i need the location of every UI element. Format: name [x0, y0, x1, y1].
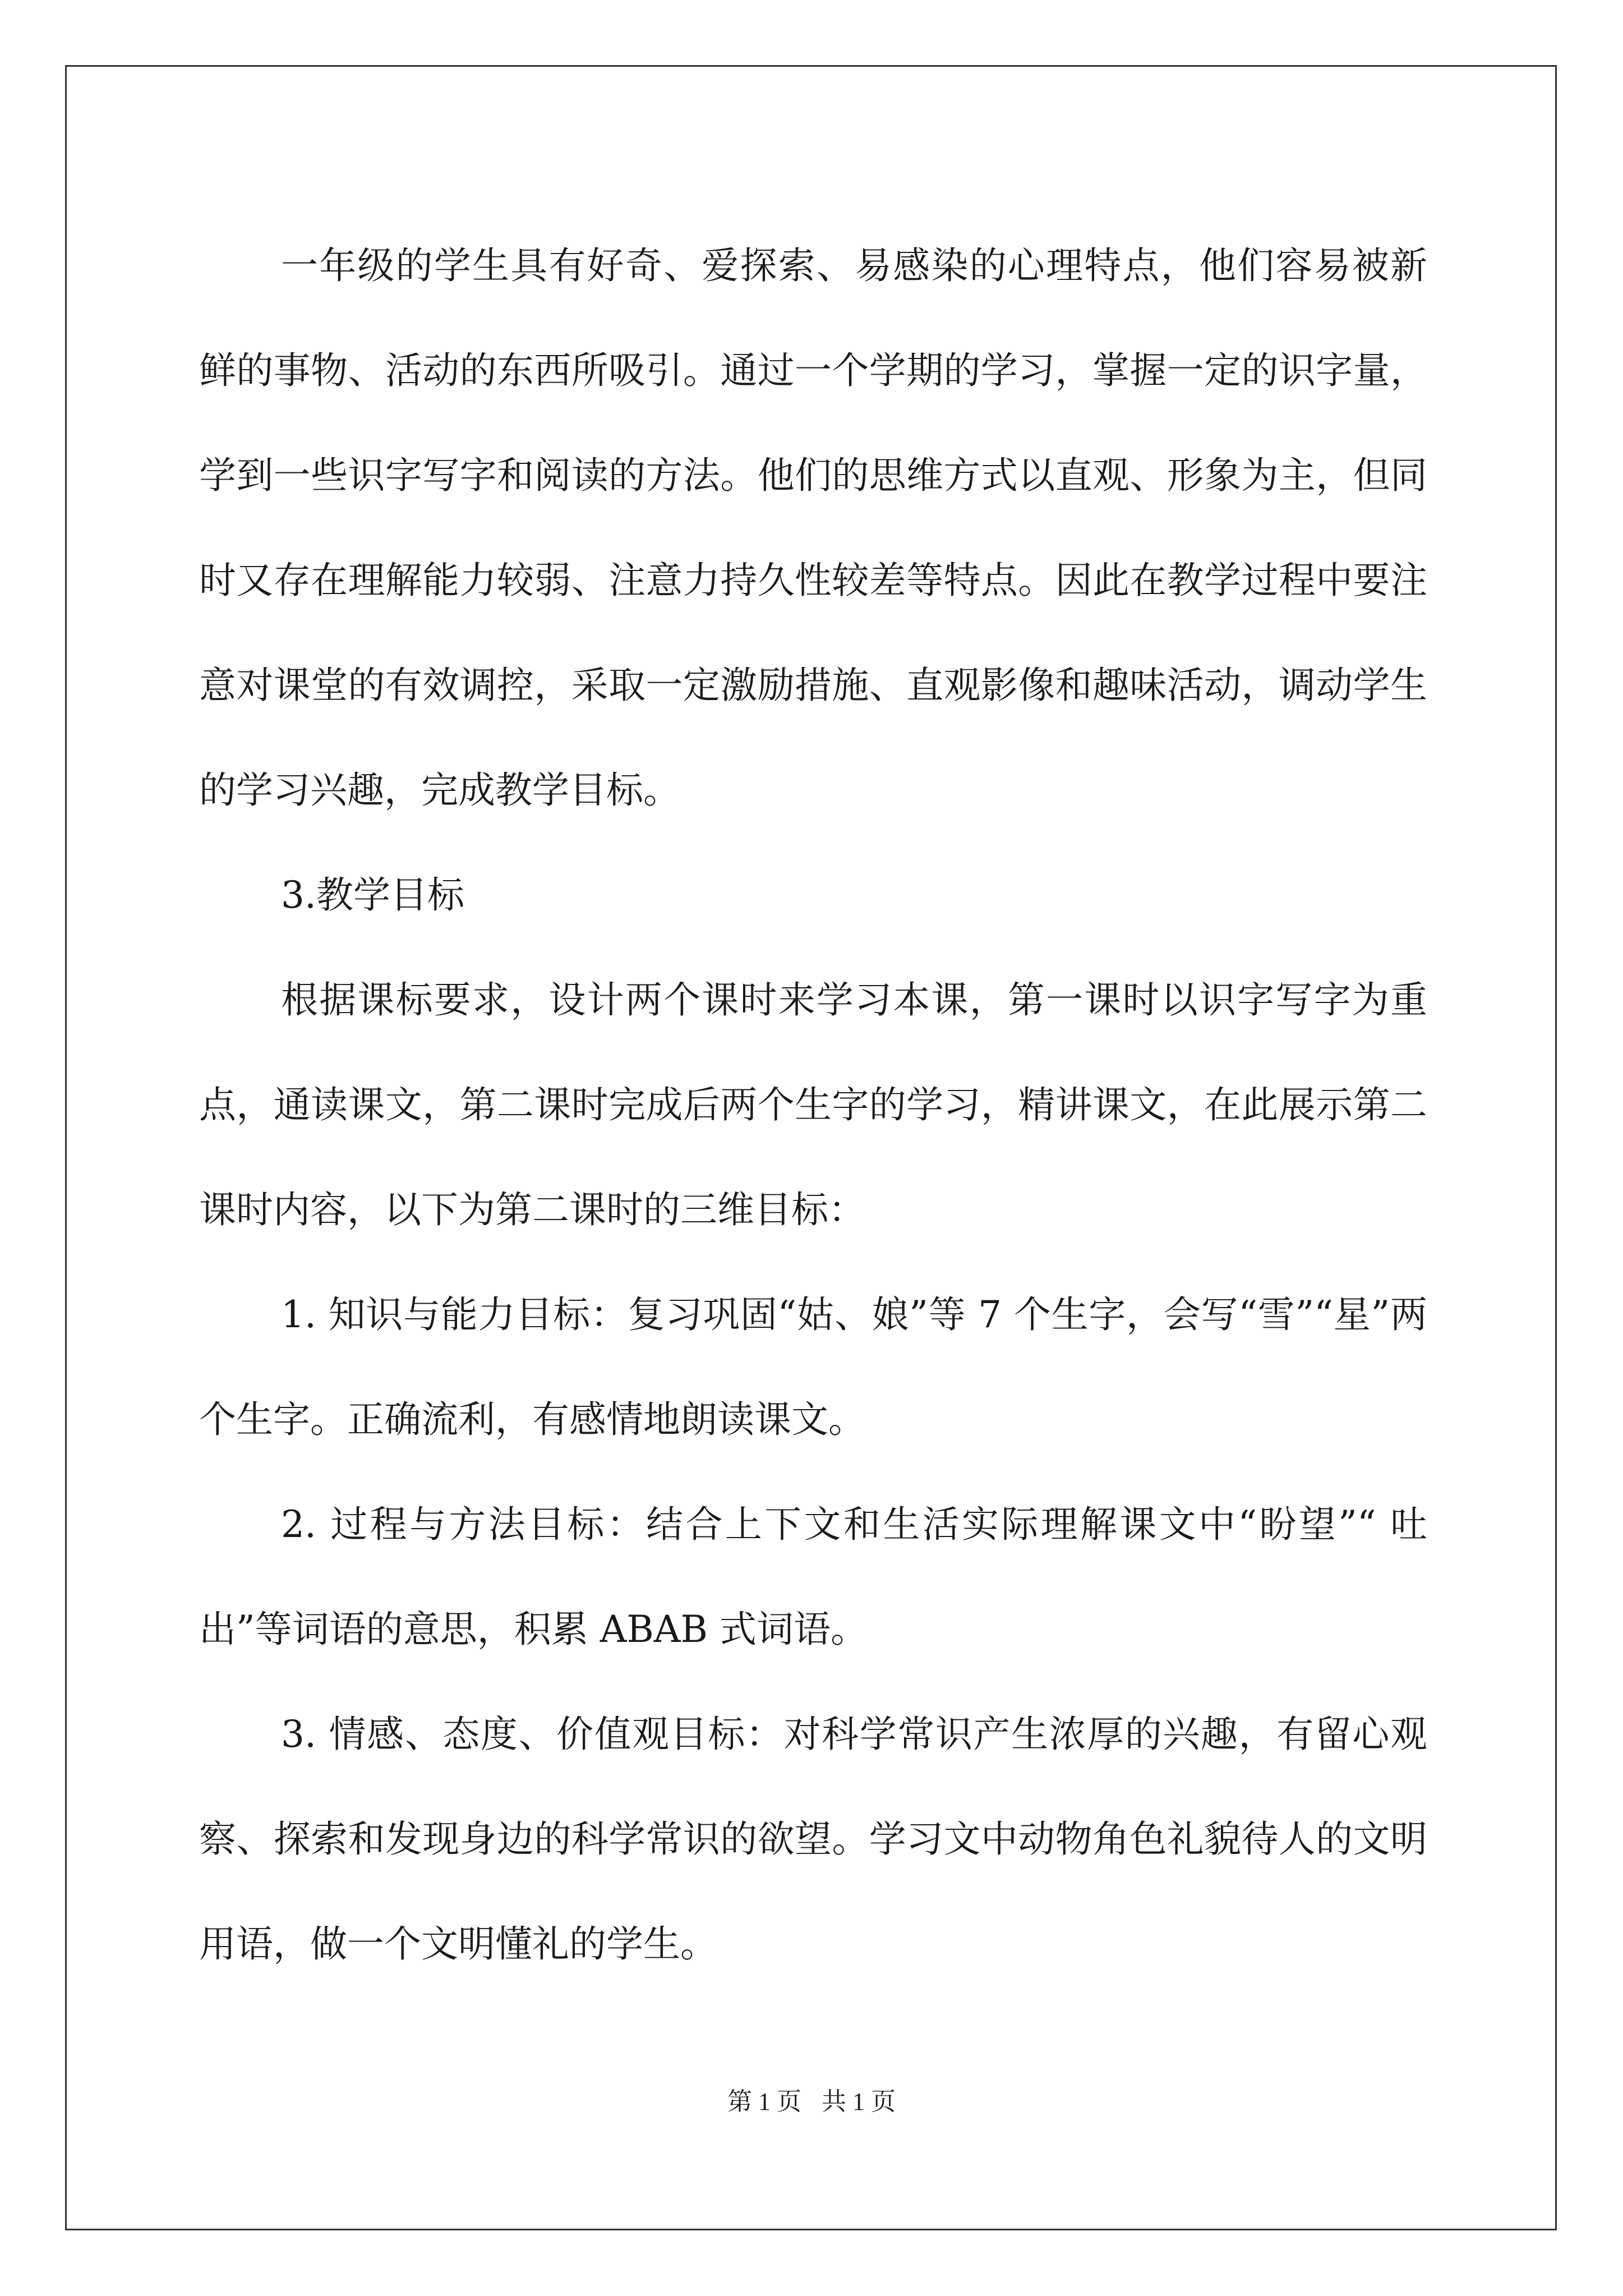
document-body: [199, 213, 1427, 1996]
goal-process-method: 2. 过程与方法目标：结合上下文和生活实际理解课文中“盼望”“ 吐出”等词语的意思，积累 ABAB 式词语。: [199, 1503, 1427, 1651]
goal-emotion-attitude-values: 3. 情感、态度、价值观目标：对科学常识产生浓厚的兴趣，有留心观察、探索和发现身边的科学常识的欲望。学习文中动物角色礼貌待人的文明用语，做一个文明懂礼的学生。: [199, 1713, 1427, 1966]
page-total: 共 1 页: [822, 2088, 896, 2115]
goal-knowledge-ability: 1. 知识与能力目标：复习巩固“姑、娘”等 7 个生字，会写“雪”“星”两个生字。正确流利，有感情地朗读课文。: [199, 1293, 1427, 1441]
page-number: 第 1 页: [727, 2088, 801, 2115]
section-heading-teaching-goals: 3.教学目标: [281, 873, 464, 917]
page-footer: [0, 2081, 1623, 2117]
paragraph-lesson-plan: 根据课标要求，设计两个课时来学习本课，第一课时以识字写字为重点，通读课文，第二课时完成后两个生字的学习，精讲课文，在此展示第二课时内容，以下为第二课时的三维目标：: [199, 978, 1427, 1231]
paragraph-student-analysis: 一年级的学生具有好奇、爱探索、易感染的心理特点，他们容易被新鲜的事物、活动的东西所吸引。通过一个学期的学习，掌握一定的识字量，学到一些识字写字和阅读的方法。他们的思维方式以直观、形象为主，但同时又存在理解能力较弱、注意力持久性较差等特点。因此在教学过程中要注意对课堂的有效调控，采取一定激励措施、直观影像和趣味活动，调动学生的学习兴趣，完成教学目标。: [199, 244, 1427, 812]
